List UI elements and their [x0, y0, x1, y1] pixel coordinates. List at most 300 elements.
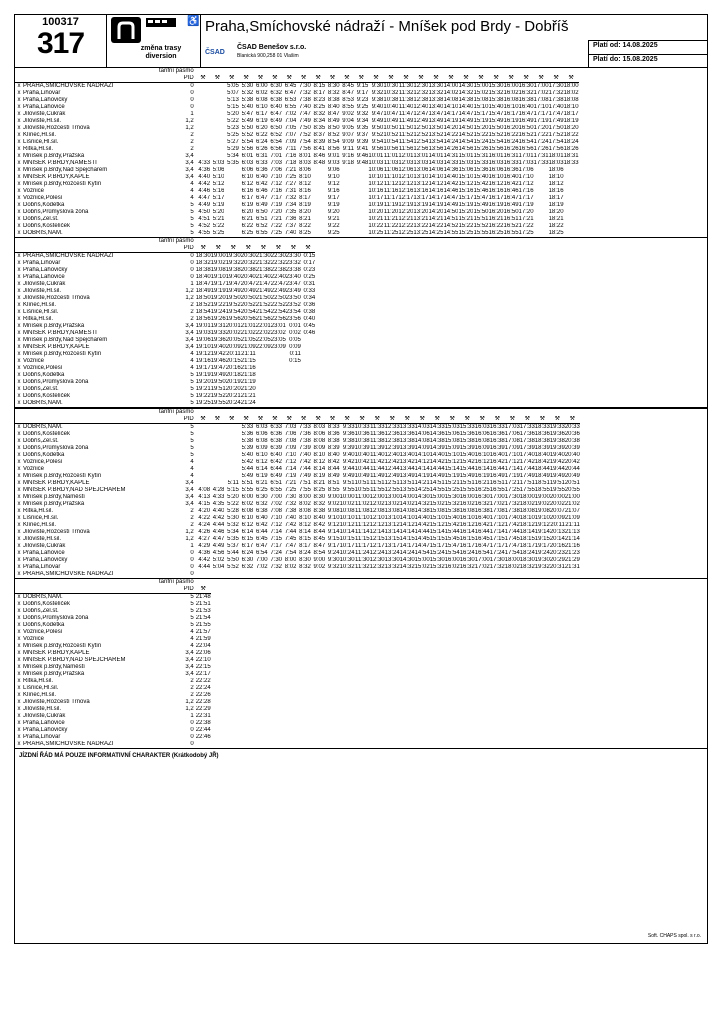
stop-row: [15, 557, 580, 564]
departure-time: 16:47: [503, 195, 519, 201]
departure-time: 8:32: [299, 564, 311, 570]
departure-time: [565, 571, 580, 578]
departure-time: 13:15: [384, 536, 400, 542]
departure-time: 19:42: [549, 459, 565, 465]
departure-time: 19:16: [195, 358, 211, 364]
stop-name: Mníšek p.Brdy,Pražská: [23, 323, 85, 329]
departure-time: 6:24: [241, 550, 254, 556]
pid-label: PID: [183, 416, 194, 422]
departure-time: 5:54: [241, 139, 254, 145]
request-stop-marker: x: [17, 424, 21, 430]
workday-icon: ⚒: [200, 586, 206, 592]
stop-row: [15, 379, 315, 386]
stop-zone: 1,2: [185, 125, 194, 131]
departure-time: 9:04: [342, 118, 354, 124]
departure-time: [415, 571, 430, 578]
departure-time: 6:19: [255, 473, 268, 479]
stop-zone: 2: [190, 685, 194, 691]
departure-time: 21:21: [240, 393, 256, 399]
departure-time: 9:44: [342, 466, 355, 472]
departure-time: 8:12: [299, 522, 311, 528]
departure-time: 17:38: [548, 97, 564, 103]
departure-time: 15:42: [459, 459, 475, 465]
stop-name: Praha,Lahovice: [23, 104, 65, 110]
departure-time: 22:26: [195, 692, 211, 698]
departure-time: 7:51: [299, 480, 311, 486]
stop-name: Praha,Lahovičky: [23, 557, 68, 563]
stop-row: [15, 615, 211, 622]
departure-time: 6:21: [255, 480, 268, 486]
departure-time: 7:21: [284, 167, 297, 173]
request-stop-marker: x: [17, 706, 21, 712]
departure-time: 6:03: [255, 424, 268, 430]
stop-row: [15, 657, 211, 664]
request-stop-marker: x: [17, 692, 21, 698]
workday-icon: ⚒: [344, 75, 350, 81]
departure-time: 14:21: [428, 216, 444, 222]
departure-time: [301, 344, 315, 351]
stop-row: [15, 741, 211, 748]
departure-time: 16:00: [503, 83, 519, 89]
departure-time: 6:49: [270, 473, 283, 479]
stop-row: [15, 636, 211, 643]
departure-time: 6:40: [270, 104, 283, 110]
departure-time: 6:55: [255, 230, 268, 236]
departure-time: 18:14: [519, 529, 535, 535]
request-stop-marker: x: [17, 125, 21, 131]
departure-time: 14:39: [429, 445, 445, 451]
departure-time: 14:17: [399, 543, 415, 549]
request-stop-marker: x: [17, 400, 21, 406]
stop-name: Mníšek p.Brdy,Pražská: [23, 501, 85, 507]
departure-time: 4:44: [212, 522, 225, 528]
departure-time: 19:10: [534, 515, 550, 521]
departure-time: 17:06: [518, 167, 534, 173]
departure-time: 17:19: [504, 473, 520, 479]
request-stop-marker: x: [17, 386, 21, 392]
workday-icon: ⚒: [230, 245, 236, 251]
departure-time: 12:52: [413, 132, 429, 138]
departure-time: 6:02: [241, 501, 254, 507]
departure-time: 13:49: [399, 473, 415, 479]
departure-time: 19:33: [549, 424, 565, 430]
departure-time: 4:40: [198, 174, 211, 180]
departure-time: 15:21: [458, 216, 474, 222]
departure-time: 10:44: [354, 466, 370, 472]
departure-time: 9:22: [327, 223, 340, 229]
stop-zone: 3,4: [185, 487, 194, 493]
departure-time: 15:40: [488, 104, 504, 110]
departure-time: 5:39: [241, 445, 254, 451]
departure-time: 11:33: [370, 424, 385, 430]
departure-time: 12:22: [398, 223, 414, 229]
departure-time: 6:19: [255, 118, 268, 124]
departure-time: 7:33: [299, 424, 311, 430]
departure-time: 7:30: [270, 557, 283, 563]
departure-time: 15:08: [444, 438, 460, 444]
workday-icon: ⚒: [300, 75, 307, 81]
departure-time: 17:45: [504, 536, 520, 542]
stop-name: PRAHA,SMÍCHOVSKÉ NÁDRAŽÍ: [23, 253, 114, 259]
departure-time: [210, 139, 224, 146]
departure-time: 8:03: [313, 424, 326, 430]
departure-time: 19:36: [210, 337, 226, 343]
departure-time: 15:54: [444, 550, 460, 556]
departure-time: 15:17: [429, 543, 445, 549]
departure-time: 9:16: [327, 188, 340, 194]
departure-time: 13:42: [399, 459, 415, 465]
departure-time: 11:10: [355, 515, 370, 521]
departure-time: 14:02: [443, 90, 459, 96]
departure-time: 18:06: [548, 167, 564, 173]
workday-icon: ⚒: [300, 416, 307, 422]
departure-time: 16:26: [503, 146, 519, 152]
departure-time: 6:12: [255, 459, 268, 465]
departure-time: 14:15: [399, 536, 415, 542]
departure-time: [340, 223, 354, 230]
departure-time: 15:09: [444, 445, 460, 451]
departure-time: 7:49: [299, 473, 311, 479]
departure-time: 8:36: [327, 431, 340, 437]
stop-row: [15, 281, 315, 288]
departure-time: 6:20: [241, 209, 254, 215]
departure-time: 11:10: [383, 174, 399, 180]
departure-time: 19:20: [210, 295, 226, 301]
valid-from: Platí od: 14.08.2025: [589, 40, 707, 54]
departure-time: 20:02: [549, 501, 565, 507]
stop-zone: 4: [190, 636, 194, 642]
departure-time: 15:52: [473, 223, 489, 229]
departure-time: 12:06: [398, 167, 414, 173]
departure-time: 12:33: [384, 424, 400, 430]
departure-time: 15:00: [429, 494, 445, 500]
departure-time: 20:23: [549, 550, 565, 556]
stop-zone: 5: [190, 202, 194, 208]
stop-row: [15, 365, 315, 372]
stop-zone: 3,4: [185, 480, 194, 486]
departure-time: 17:44: [504, 529, 520, 535]
departure-time: 13:03: [413, 160, 429, 166]
request-stop-marker: x: [17, 372, 21, 378]
departure-time: 4:49: [198, 202, 211, 208]
departure-time: 18:33: [534, 424, 550, 430]
departure-time: 19:54: [225, 309, 241, 315]
stop-zone: 0: [190, 557, 194, 563]
stop-name: Voznice,Polesí: [23, 365, 63, 371]
departure-time: 14:51: [443, 216, 459, 222]
departure-time: 18:22: [548, 223, 564, 229]
timetable-grid: [15, 238, 315, 407]
departure-time: 19:06: [195, 337, 211, 343]
departure-time: 9:17: [327, 195, 340, 201]
departure-time: [210, 118, 224, 125]
workday-icon: ⚒: [493, 75, 499, 81]
departure-time: 17:17: [518, 195, 534, 201]
departure-time: 15:19: [444, 473, 460, 479]
departure-time: 15:32: [444, 501, 460, 507]
departure-time: 15:40: [473, 174, 489, 180]
departure-time: 12:32: [413, 90, 429, 96]
departure-time: 16:19: [503, 118, 519, 124]
departure-time: 5:25: [212, 230, 225, 236]
departure-time: 14:42: [429, 459, 445, 465]
stop-name: MNÍŠEK P.BRDY,NÁMĚSTÍ: [23, 160, 97, 166]
departure-time: 7:24: [270, 550, 283, 556]
request-stop-marker: x: [17, 97, 21, 103]
request-stop-marker: x: [17, 153, 21, 159]
departure-time: 22:46: [195, 734, 211, 740]
departure-time: 7:16: [270, 188, 283, 194]
departure-time: 12:38: [413, 97, 429, 103]
stop-row: [15, 351, 315, 358]
departure-time: 20:40: [564, 452, 580, 458]
departure-time: 8:30: [313, 494, 326, 500]
stop-name: Mníšek p.Brdy,Náměstí: [23, 664, 85, 670]
timetable-grid: [15, 579, 211, 748]
departure-time: [490, 571, 505, 578]
departure-time: 18:19: [548, 202, 564, 208]
stop-row: [15, 734, 211, 741]
workday-icon: ⚒: [243, 75, 249, 81]
departure-time: 17:00: [474, 557, 490, 563]
workday-icon: ⚒: [305, 245, 311, 251]
stop-zone: 1,2: [185, 529, 194, 535]
departure-time: 16:22: [488, 223, 504, 229]
departure-time: [210, 153, 224, 160]
departure-time: 16:47: [474, 543, 490, 549]
departure-time: 15:08: [429, 508, 445, 514]
departure-time: [210, 459, 224, 466]
departure-time: 19:50: [210, 379, 226, 385]
departure-time: 5:44: [227, 550, 239, 556]
departure-time: 5:10: [212, 174, 225, 180]
departure-time: 15:45: [444, 536, 460, 542]
departure-time: 8:47: [313, 543, 326, 549]
workday-icon: ⚒: [315, 75, 321, 81]
departure-time: 17:16: [518, 188, 534, 194]
departure-time: 18:38: [534, 438, 550, 444]
departure-time: 15:40: [444, 515, 460, 521]
departure-time: 5:44: [241, 466, 254, 472]
workday-icon: ⚒: [358, 75, 364, 81]
departure-time: 16:09: [474, 445, 490, 451]
departure-time: 11:20: [383, 209, 399, 215]
request-stop-marker: x: [17, 720, 21, 726]
departure-time: 14:52: [443, 223, 459, 229]
departure-time: 5:30: [241, 83, 254, 89]
departure-time: 6:10: [241, 174, 254, 180]
departure-time: 9:18: [342, 160, 354, 166]
departure-time: 15:17: [473, 111, 489, 117]
departure-time: 18:17: [519, 543, 535, 549]
workday-icon: ⚒: [215, 245, 221, 251]
departure-time: 15:30: [488, 83, 504, 89]
departure-time: 13:01: [413, 153, 429, 159]
departure-time: 7:06: [284, 431, 297, 437]
request-stop-marker: x: [17, 494, 21, 500]
departure-time: [224, 452, 238, 459]
stop-name: Řitka,Hl.sil.: [23, 678, 54, 684]
request-stop-marker: x: [17, 452, 21, 458]
departure-time: 13:02: [384, 501, 400, 507]
departure-time: 7:35: [284, 209, 297, 215]
departure-time: 14:38: [458, 97, 474, 103]
departure-time: [256, 351, 271, 358]
departure-time: 19:25: [195, 400, 211, 406]
departure-time: 14:09: [414, 445, 430, 451]
departure-time: [256, 372, 271, 379]
workday-icon: ⚒: [329, 416, 336, 422]
departure-time: 14:55: [443, 230, 459, 236]
departure-time: 5:22: [212, 223, 225, 229]
departure-time: 7:19: [270, 202, 283, 208]
departure-time: 13:20: [413, 209, 429, 215]
departure-time: 6:08: [241, 508, 254, 514]
departure-time: 5:22: [227, 501, 239, 507]
stop-zone: 3,4: [185, 337, 194, 343]
departure-time: 0:23: [303, 267, 316, 273]
stop-name: Líšnice,Hl.sil.: [23, 685, 59, 691]
departure-time: 17:40: [548, 104, 564, 110]
stop-name: Praha,Lahovičky: [23, 727, 68, 733]
departure-time: 10:54: [383, 139, 399, 145]
departure-time: 21:48: [195, 594, 211, 600]
departure-time: 19:49: [225, 288, 241, 294]
departure-time: 13:44: [399, 466, 415, 472]
departure-time: 10:12: [339, 522, 355, 528]
departure-time: [564, 174, 579, 181]
stop-row: [15, 720, 211, 727]
departure-time: 8:55: [327, 487, 340, 493]
departure-time: 15:51: [473, 216, 489, 222]
departure-time: 18:49: [534, 473, 550, 479]
departure-time: 23:49: [285, 288, 301, 294]
stop-row: [15, 438, 580, 445]
departure-time: 16:40: [489, 452, 505, 458]
departure-time: 20:50: [240, 295, 256, 301]
departure-time: 17:38: [504, 508, 520, 514]
departure-time: 13:25: [413, 230, 429, 236]
departure-time: 0:11: [289, 351, 301, 357]
departure-time: [256, 393, 271, 400]
departure-time: 16:02: [459, 501, 475, 507]
stop-row: [15, 288, 315, 295]
departure-time: 23:32: [285, 260, 301, 266]
departure-time: 12:30: [369, 557, 385, 563]
zone-header-row: [15, 579, 211, 586]
departure-time: 16:44: [489, 466, 505, 472]
departure-time: 9:16: [342, 153, 354, 159]
stop-name: Praha,Lihovar: [23, 734, 61, 740]
departure-time: [196, 438, 210, 445]
departure-time: [271, 365, 286, 372]
stop-zone: 5: [190, 431, 194, 437]
request-stop-marker: x: [17, 139, 21, 145]
departure-time: 17:15: [489, 536, 505, 542]
departure-time: 15:17: [458, 195, 474, 201]
stop-zone: 0: [190, 720, 194, 726]
departure-time: 6:08: [255, 438, 268, 444]
departure-time: 9:02: [327, 501, 340, 507]
departure-time: 21:59: [195, 636, 211, 642]
departure-time: 19:40: [210, 344, 226, 350]
departure-time: 18:20: [563, 125, 579, 131]
stop-zone: 4: [190, 188, 194, 194]
departure-time: 8:10: [299, 174, 311, 180]
departure-time: 8:22: [299, 223, 311, 229]
departure-time: 8:49: [327, 473, 340, 479]
departure-time: 9:30: [371, 83, 384, 89]
workday-icon: ⚒: [275, 245, 281, 251]
stop-name: Jílovište,Hl.sil.: [23, 536, 62, 542]
departure-time: 7:03: [270, 160, 283, 166]
departure-time: 10:55: [354, 487, 370, 493]
departure-time: 17:49: [519, 473, 535, 479]
departure-time: 17:55: [519, 487, 535, 493]
stop-row: [15, 452, 580, 459]
stop-row: [15, 97, 579, 104]
workday-icon: ⚒: [389, 416, 395, 422]
request-stop-marker: x: [17, 83, 21, 89]
departure-time: 6:26: [255, 146, 268, 152]
stop-row: [15, 316, 315, 323]
departure-time: [271, 379, 286, 386]
stop-zone: 3,4: [185, 323, 194, 329]
departure-time: 18:55: [534, 487, 550, 493]
stop-row: [15, 118, 579, 125]
departure-time: 16:40: [474, 515, 490, 521]
departure-time: 16:08: [474, 438, 490, 444]
departure-time: 16:02: [503, 90, 519, 96]
departure-time: 17:40: [519, 452, 535, 458]
departure-time: 17:31: [533, 153, 549, 159]
departure-time: 5:34: [227, 153, 239, 159]
departure-time: 20:47: [240, 281, 256, 287]
departure-time: 11:25: [383, 230, 399, 236]
departure-time: 8:40: [313, 515, 326, 521]
request-stop-marker: x: [17, 536, 21, 542]
workday-icon: ⚒: [243, 416, 249, 422]
departure-time: 6:14: [255, 466, 268, 472]
departure-time: 15:30: [429, 557, 445, 563]
departure-time: 15:20: [458, 209, 474, 215]
departure-time: 18:08: [519, 508, 535, 514]
departure-time: 6:24: [255, 139, 268, 145]
departure-time: 6:36: [255, 167, 268, 173]
request-stop-marker: x: [17, 685, 21, 691]
departure-time: 7:32: [270, 564, 283, 570]
departure-time: 7:12: [270, 181, 283, 187]
departure-time: 21:30: [255, 253, 271, 259]
departure-time: 4:46: [198, 188, 211, 194]
departure-time: [224, 223, 238, 230]
stop-zone: 0: [190, 97, 194, 103]
departure-time: 7:25: [284, 174, 297, 180]
departure-time: [301, 372, 315, 379]
departure-time: 8:30: [299, 557, 311, 563]
stop-row: [15, 202, 579, 209]
departure-time: 6:15: [241, 536, 254, 542]
departure-time: 15:19: [473, 118, 489, 124]
departure-time: 6:52: [255, 223, 268, 229]
departure-time: 0:15: [289, 358, 301, 364]
departure-time: 0:02: [289, 330, 301, 336]
departure-time: 16:16: [488, 188, 504, 194]
departure-time: [505, 571, 520, 578]
request-stop-marker: x: [17, 699, 21, 705]
departure-time: 22:02: [255, 330, 271, 336]
departure-time: 9:38: [371, 97, 384, 103]
